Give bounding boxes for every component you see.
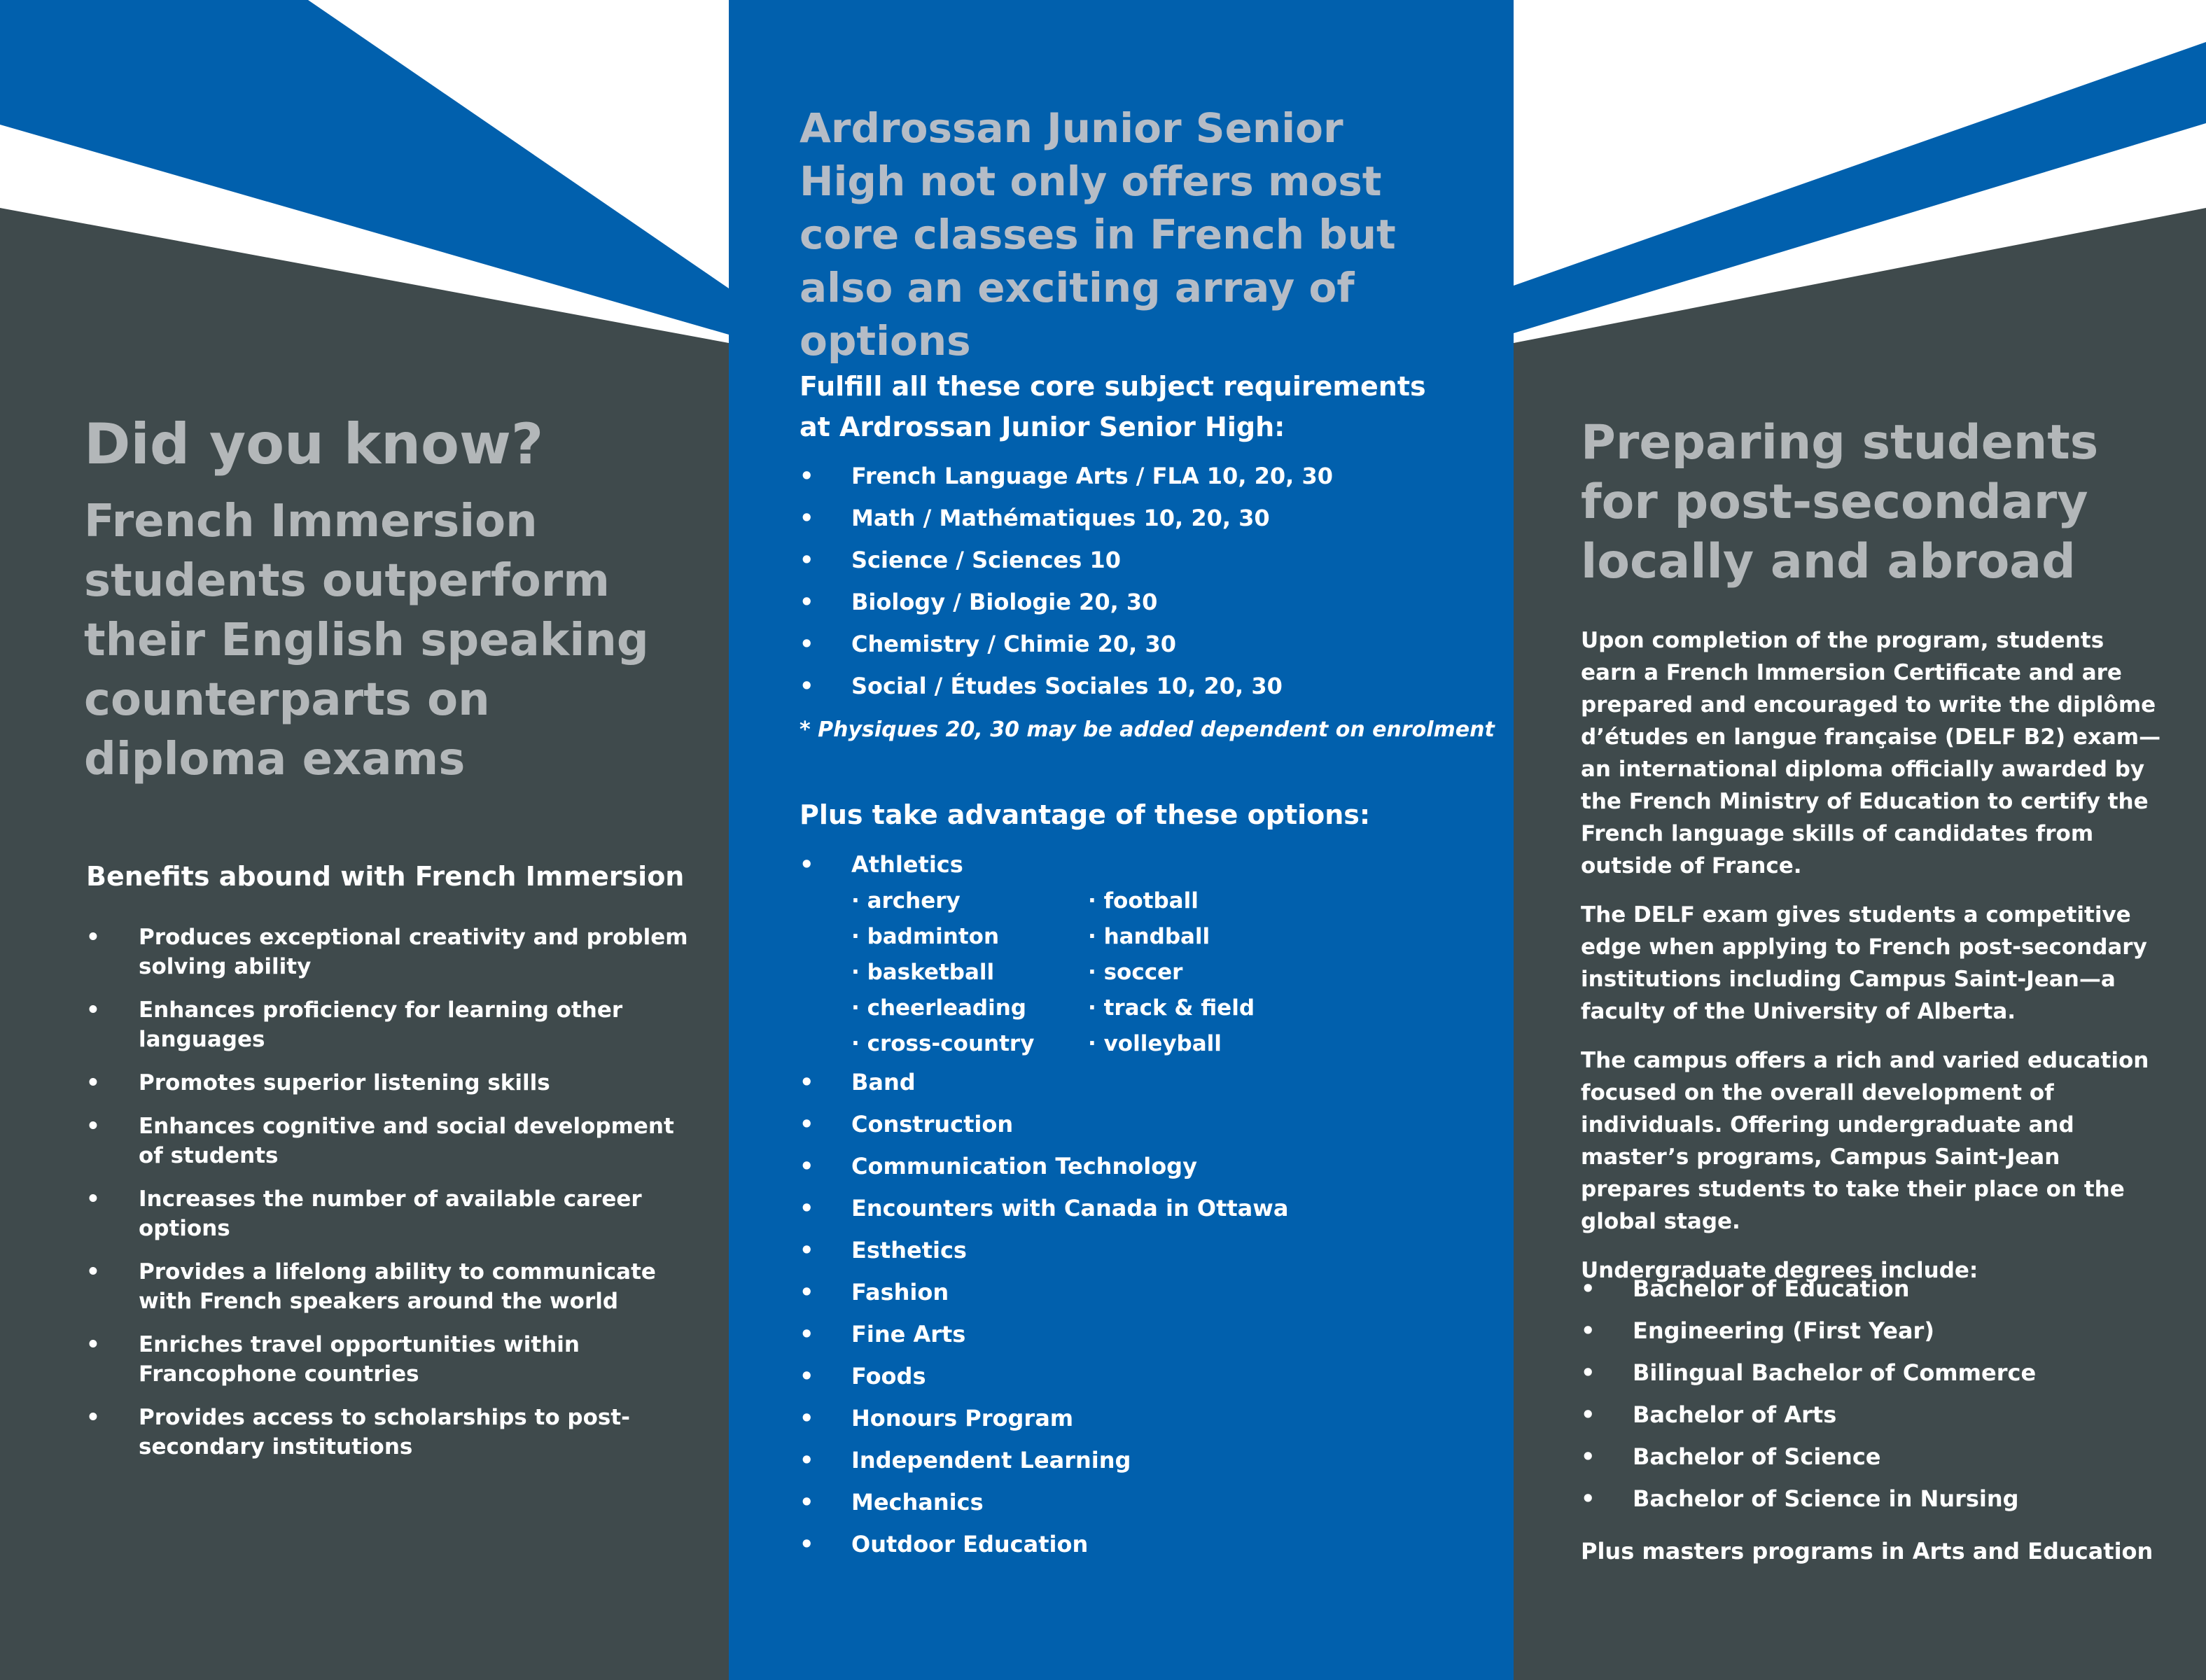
core-subject-item: • French Language Arts / FLA 10, 20, 30: [800, 460, 1500, 502]
benefit-item: • Increases the number of available career options: [86, 1184, 702, 1243]
benefits-list: [86, 923, 702, 1476]
option-item: • Honours Program: [800, 1402, 1500, 1444]
sport-item: · volleyball: [1088, 1031, 1222, 1056]
core-subject-item: • Math / Mathématiques 10, 20, 30: [800, 502, 1500, 544]
benefit-item: • Provides access to scholarships to post-secondary institutions: [86, 1403, 702, 1462]
degree-item: • Bachelor of Science in Nursing: [1581, 1483, 2162, 1525]
immersion-subheading: French Immersion students outperform their English speaking counterparts on diploma exams: [84, 496, 649, 785]
degree-item: • Bilingual Bachelor of Commerce: [1581, 1357, 2162, 1399]
option-item: • Fashion: [800, 1276, 1500, 1318]
core-subject-item: • Chemistry / Chimie 20, 30: [800, 628, 1500, 670]
sport-item: · soccer: [1088, 960, 1183, 985]
sport-item: · archery: [851, 888, 961, 913]
core-subjects-list: [800, 460, 1500, 712]
benefit-item: • Enhances proficiency for learning other languages: [86, 995, 702, 1054]
option-item: • Communication Technology: [800, 1150, 1500, 1192]
athletics-item: [800, 848, 1481, 881]
degrees-list: [1581, 1273, 2162, 1525]
sport-item: · badminton: [851, 924, 1000, 949]
body-paragraph: The campus offers a rich and varied education focused on the overall development of individuals. Offering undergraduate and master’s programs, Campus Saint-Jean prepares students to take their place on the global stage.: [1581, 1048, 2149, 1234]
option-item: • Foods: [800, 1360, 1500, 1402]
degree-item: • Engineering (First Year): [1581, 1315, 2162, 1357]
option-item: • Outdoor Education: [800, 1528, 1500, 1570]
benefit-item: • Enriches travel opportunities within Francophone countries: [86, 1330, 702, 1389]
body-paragraph: The DELF exam gives students a competitive edge when applying to French post-secondary institutions including Campus Saint-Jean—a faculty of the University of Alberta.: [1581, 902, 2147, 1024]
degree-item: • Bachelor of Education: [1581, 1273, 2162, 1315]
middle-heading: Ardrossan Junior Senior High not only offers most core classes in French but also an exciting array of options: [800, 104, 1396, 365]
left-heading-block: [84, 410, 700, 790]
sport-item: · basketball: [851, 960, 995, 985]
option-item: • Encounters with Canada in Ottawa: [800, 1192, 1500, 1234]
sport-item: · cross-country: [851, 1031, 1035, 1056]
core-subject-item: • Science / Sciences 10: [800, 544, 1500, 586]
sport-item: · cheerleading: [851, 995, 1026, 1021]
bullet: •: [800, 851, 814, 878]
sports-grid: [851, 885, 1341, 1063]
post-secondary-body: [1581, 624, 2162, 1303]
benefit-item: • Provides a lifelong ability to communicate with French speakers around the world: [86, 1257, 702, 1316]
degree-item: • Bachelor of Arts: [1581, 1399, 2162, 1441]
post-secondary-heading: Preparing students for post-secondary locally and abroad: [1581, 415, 2099, 589]
option-item: • Esthetics: [800, 1234, 1500, 1276]
body-paragraph: Upon completion of the program, students earn a French Immersion Certificate and are prepared and encouraged to write the diplôme d’études en langue française (DELF B2) exam—an international diploma officially awarded by the French Ministry of Education to certify the French language skills of candidates from outside of France.: [1581, 628, 2161, 878]
sport-item: · handball: [1088, 924, 1210, 949]
benefit-item: • Enhances cognitive and social development of students: [86, 1112, 702, 1170]
athletics-label: Athletics: [851, 851, 963, 878]
option-item: • Fine Arts: [800, 1318, 1500, 1360]
sport-item: · track & field: [1088, 995, 1255, 1021]
option-item: • Independent Learning: [800, 1444, 1500, 1486]
did-you-know-heading: Did you know?: [84, 412, 544, 477]
options-list: [800, 1066, 1500, 1570]
core-requirements-title: Fulfill all these core subject requirements at Ardrossan Junior Senior High:: [800, 371, 1426, 442]
degree-item: • Bachelor of Science: [1581, 1441, 2162, 1483]
options-title: Plus take advantage of these options:: [800, 799, 1371, 830]
benefit-item: • Promotes superior listening skills: [86, 1068, 702, 1098]
masters-note: Plus masters programs in Arts and Education: [1581, 1538, 2153, 1564]
sport-item: · football: [1088, 888, 1199, 913]
option-item: • Construction: [800, 1108, 1500, 1150]
option-item: • Band: [800, 1066, 1500, 1108]
option-item: • Mechanics: [800, 1486, 1500, 1528]
benefits-title: Benefits abound with French Immersion: [86, 861, 685, 892]
core-subject-item: • Social / Études Sociales 10, 20, 30: [800, 670, 1500, 712]
degrees-intro: Undergraduate degrees include:: [1581, 1258, 1978, 1283]
physiques-note: * Physiques 20, 30 may be added dependent on enrolment: [800, 718, 1495, 742]
core-subject-item: • Biology / Biologie 20, 30: [800, 586, 1500, 628]
benefit-item: • Produces exceptional creativity and problem solving ability: [86, 923, 702, 981]
